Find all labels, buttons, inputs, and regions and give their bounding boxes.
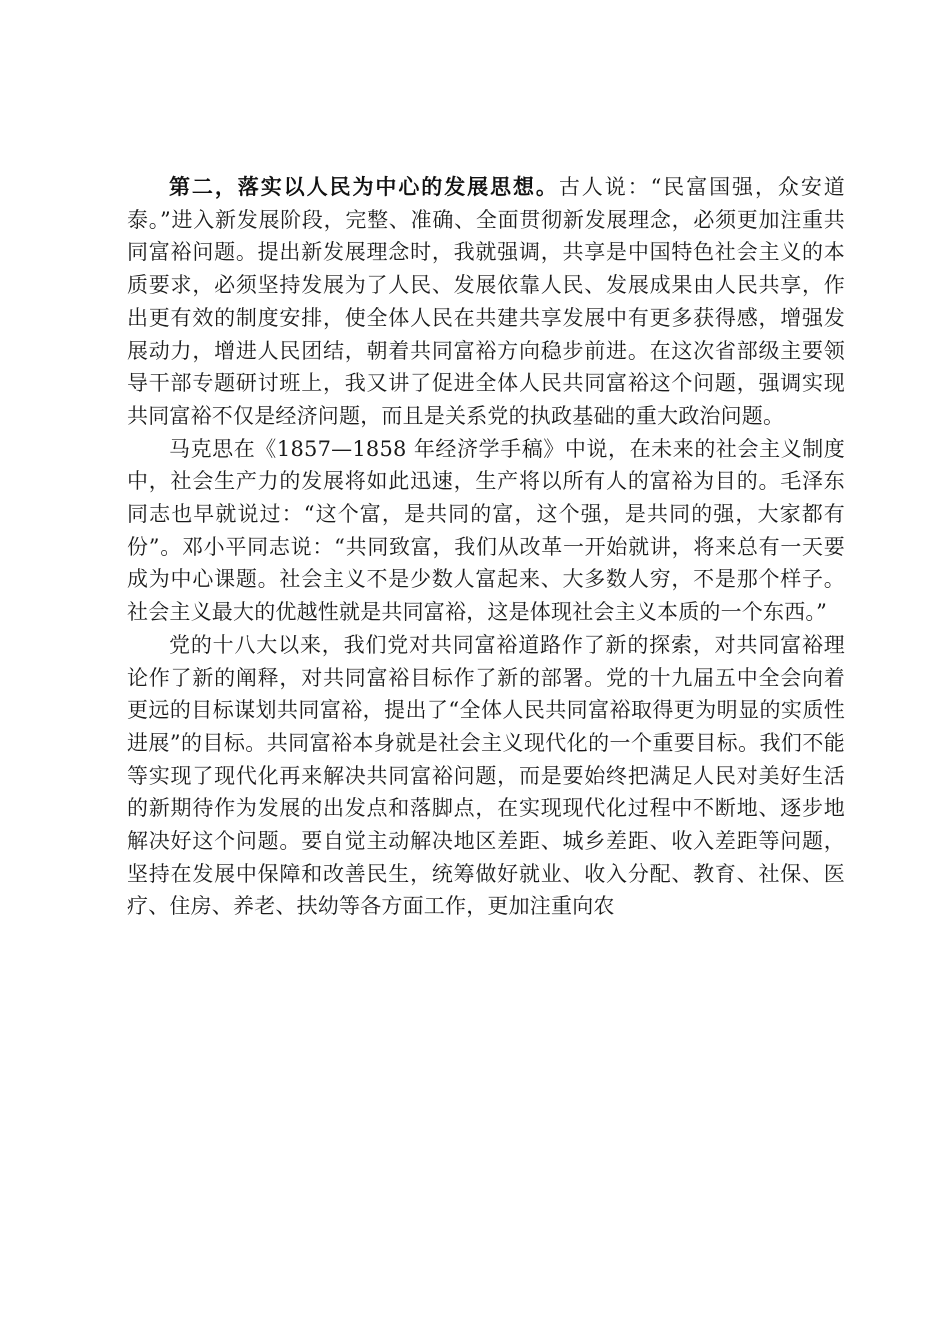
- paragraph-2: [127, 433, 845, 629]
- paragraph-1: [127, 171, 845, 433]
- paragraph-1-lead-heading: 第二，落实以人民为中心的发展思想。: [169, 175, 559, 199]
- paragraph-2-text: 马克思在《1857—1858 年经济学手稿》中说，在未来的社会主义制度中，社会生产力的发展将如此迅速，生产将以所有人的富裕为目的。毛泽东同志也早就说过：“这个富，是共同的富，这个强，是共同的强，大家都有份”。邓小平同志说：“共同致富，我们从改革一开始就讲，将来总有一天要成为中心课题。社会主义不是少数人富起来、大多数人穷，不是那个样子。社会主义最大的优越性就是共同富裕，这是体现社会主义本质的一个东西。”: [127, 436, 845, 625]
- document-body: [127, 171, 845, 923]
- paragraph-1-text: 古人说：“民富国强，众安道泰。”进入新发展阶段，完整、准确、全面贯彻新发展理念，必须更加注重共同富裕问题。提出新发展理念时，我就强调，共享是中国特色社会主义的本质要求，必须坚持发展为了人民、发展依靠人民、发展成果由人民共享，作出更有效的制度安排，使全体人民在共建共享发展中有更多获得感，增强发展动力，增进人民团结，朝着共同富裕方向稳步前进。在这次省部级主要领导干部专题研讨班上，我又讲了促进全体人民共同富裕这个问题，强调实现共同富裕不仅是经济问题，而且是关系党的执政基础的重大政治问题。: [127, 175, 845, 428]
- paragraph-3: [127, 629, 845, 923]
- paragraph-3-text: 党的十八大以来，我们党对共同富裕道路作了新的探索，对共同富裕理论作了新的阐释，对共同富裕目标作了新的部署。党的十九届五中全会向着更远的目标谋划共同富裕，提出了“全体人民共同富裕取得更为明显的实质性进展”的目标。共同富裕本身就是社会主义现代化的一个重要目标。我们不能等实现了现代化再来解决共同富裕问题，而是要始终把满足人民对美好生活的新期待作为发展的出发点和落脚点，在实现现代化过程中不断地、逐步地解决好这个问题。要自觉主动解决地区差距、城乡差距、收入差距等问题，坚持在发展中保障和改善民生，统筹做好就业、收入分配、教育、社保、医疗、住房、养老、扶幼等各方面工作，更加注重向农: [127, 632, 845, 919]
